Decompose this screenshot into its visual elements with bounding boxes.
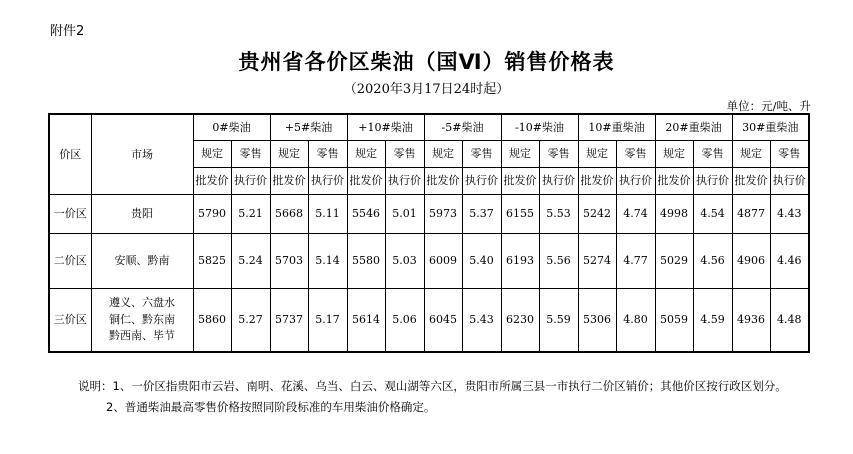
subheader-wholesale: 批发价: [270, 168, 308, 195]
retail-price-cell: 4.48: [770, 289, 809, 353]
wholesale-price-cell: 5668: [270, 195, 308, 234]
wholesale-price-cell: 5274: [578, 234, 616, 289]
wholesale-price-cell: 5790: [193, 195, 231, 234]
subheader-retail: 执行价: [308, 168, 347, 195]
table-row: [49, 289, 809, 353]
table-row: [49, 234, 809, 289]
wholesale-price-cell: 5825: [193, 234, 231, 289]
retail-price-cell: 5.43: [462, 289, 501, 353]
retail-price-cell: 4.54: [693, 195, 732, 234]
subheader-retail: 零售: [462, 141, 501, 168]
subheader-retail: 零售: [385, 141, 424, 168]
wholesale-price-cell: 5306: [578, 289, 616, 353]
retail-price-cell: 5.59: [539, 289, 578, 353]
subheader-wholesale: 规定: [655, 141, 693, 168]
wholesale-price-cell: 5580: [347, 234, 385, 289]
wholesale-price-cell: 6230: [501, 289, 539, 353]
note-2: 2、普通柴油最高零售价格按照同阶段标准的车用柴油价格确定。: [106, 400, 436, 414]
wholesale-price-cell: 4998: [655, 195, 693, 234]
retail-price-cell: 5.06: [385, 289, 424, 353]
wholesale-price-cell: 6009: [424, 234, 462, 289]
market-line: 黔西南、毕节: [109, 329, 175, 343]
wholesale-price-cell: 6045: [424, 289, 462, 353]
retail-price-cell: 5.37: [462, 195, 501, 234]
header-fuel: -5#柴油: [424, 114, 501, 141]
retail-price-cell: 5.53: [539, 195, 578, 234]
wholesale-price-cell: 4877: [732, 195, 770, 234]
retail-price-cell: 5.56: [539, 234, 578, 289]
wholesale-price-cell: 4936: [732, 289, 770, 353]
wholesale-price-cell: 5860: [193, 289, 231, 353]
wholesale-price-cell: 4906: [732, 234, 770, 289]
retail-price-cell: 4.80: [616, 289, 655, 353]
retail-price-cell: 5.01: [385, 195, 424, 234]
table-row: [49, 195, 809, 234]
header-fuel: -10#柴油: [501, 114, 578, 141]
retail-price-cell: 4.46: [770, 234, 809, 289]
subheader-wholesale: 规定: [732, 141, 770, 168]
header-fuel: 10#重柴油: [578, 114, 655, 141]
price-table: [48, 113, 810, 353]
note-1: 说明：1、一价区指贵阳市云岩、南明、花溪、乌当、白云、观山湖等六区，贵阳市所属三县一市执行二价区销价；其他价区按行政区划分。: [78, 379, 787, 393]
wholesale-price-cell: 5737: [270, 289, 308, 353]
subheader-retail: 执行价: [231, 168, 270, 195]
zone-cell: 三价区: [49, 289, 91, 353]
market-line: 铜仁、黔东南: [109, 312, 175, 326]
retail-price-cell: 4.77: [616, 234, 655, 289]
header-fuel: +5#柴油: [270, 114, 347, 141]
unit-label: 单位：元/吨、升: [726, 99, 811, 113]
subheader-retail: 零售: [231, 141, 270, 168]
subheader-wholesale: 规定: [424, 141, 462, 168]
wholesale-price-cell: 5546: [347, 195, 385, 234]
retail-price-cell: 5.14: [308, 234, 347, 289]
retail-price-cell: 5.24: [231, 234, 270, 289]
wholesale-price-cell: 5703: [270, 234, 308, 289]
market-cell: [91, 289, 193, 353]
market-cell: [91, 234, 193, 289]
retail-price-cell: 4.74: [616, 195, 655, 234]
page-title: 贵州省各价区柴油（国Ⅵ）销售价格表: [238, 50, 615, 74]
header-zone: 价区: [49, 114, 91, 195]
header-fuel: +10#柴油: [347, 114, 424, 141]
page-subtitle: （2020年3月17日24时起）: [343, 82, 510, 97]
subheader-wholesale: 规定: [501, 141, 539, 168]
retail-price-cell: 5.03: [385, 234, 424, 289]
retail-price-cell: 4.56: [693, 234, 732, 289]
retail-price-cell: 4.59: [693, 289, 732, 353]
header-market: 市场: [91, 114, 193, 195]
wholesale-price-cell: 5242: [578, 195, 616, 234]
retail-price-cell: 5.21: [231, 195, 270, 234]
subheader-retail: 零售: [308, 141, 347, 168]
subheader-wholesale: 规定: [347, 141, 385, 168]
market-line: 遵义、六盘水: [109, 296, 175, 310]
subheader-retail: 执行价: [462, 168, 501, 195]
subheader-retail: 零售: [693, 141, 732, 168]
wholesale-price-cell: 5029: [655, 234, 693, 289]
subheader-wholesale: 批发价: [193, 168, 231, 195]
zone-cell: 二价区: [49, 234, 91, 289]
retail-price-cell: 4.43: [770, 195, 809, 234]
header-fuel: 20#重柴油: [655, 114, 732, 141]
wholesale-price-cell: 6155: [501, 195, 539, 234]
subheader-retail: 零售: [539, 141, 578, 168]
subheader-wholesale: 批发价: [347, 168, 385, 195]
market-line: 安顺、黔南: [114, 254, 170, 268]
retail-price-cell: 5.27: [231, 289, 270, 353]
wholesale-price-cell: 6193: [501, 234, 539, 289]
subheader-wholesale: 批发价: [501, 168, 539, 195]
subheader-wholesale: 规定: [578, 141, 616, 168]
retail-price-cell: 5.11: [308, 195, 347, 234]
subheader-retail: 执行价: [385, 168, 424, 195]
subheader-wholesale: 批发价: [732, 168, 770, 195]
subheader-retail: 执行价: [770, 168, 809, 195]
notes: [78, 378, 818, 416]
subheader-wholesale: 批发价: [578, 168, 616, 195]
wholesale-price-cell: 5059: [655, 289, 693, 353]
subheader-retail: 执行价: [616, 168, 655, 195]
market-cell: [91, 195, 193, 234]
subheader-wholesale: 规定: [270, 141, 308, 168]
wholesale-price-cell: 5614: [347, 289, 385, 353]
wholesale-price-cell: 5973: [424, 195, 462, 234]
subheader-retail: 执行价: [693, 168, 732, 195]
subheader-retail: 执行价: [539, 168, 578, 195]
subheader-wholesale: 规定: [193, 141, 231, 168]
zone-cell: 一价区: [49, 195, 91, 234]
retail-price-cell: 5.17: [308, 289, 347, 353]
subheader-retail: 零售: [770, 141, 809, 168]
header-fuel: 30#重柴油: [732, 114, 809, 141]
header-fuel: 0#柴油: [193, 114, 270, 141]
subheader-wholesale: 批发价: [424, 168, 462, 195]
subheader-wholesale: 批发价: [655, 168, 693, 195]
attachment-label: 附件2: [50, 24, 85, 39]
market-line: 贵阳: [131, 207, 153, 221]
subheader-retail: 零售: [616, 141, 655, 168]
retail-price-cell: 5.40: [462, 234, 501, 289]
